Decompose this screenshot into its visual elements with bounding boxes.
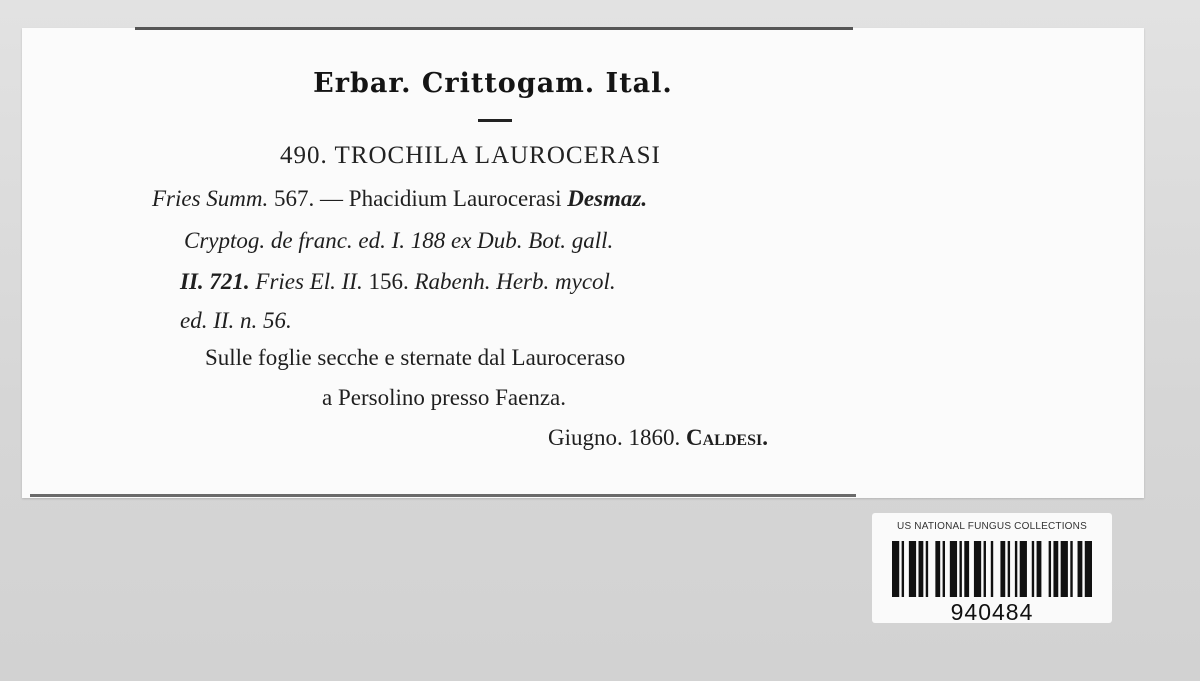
barcode-bar bbox=[1078, 541, 1083, 597]
barcode-collection-name: US NATIONAL FUNGUS COLLECTIONS bbox=[897, 521, 1087, 532]
barcode-bar bbox=[1037, 541, 1042, 597]
barcode-bar bbox=[1020, 541, 1027, 597]
barcode-bar bbox=[1061, 541, 1068, 597]
label-bottom-rule bbox=[30, 494, 856, 497]
barcode-bar bbox=[919, 541, 924, 597]
barcode-bar bbox=[984, 541, 986, 597]
citation-fries: Fries El. II. bbox=[255, 269, 363, 294]
citation-synonym: — Phacidium Laurocerasi bbox=[320, 186, 562, 211]
citation-page: 567. bbox=[274, 186, 315, 211]
barcode-bar bbox=[902, 541, 904, 597]
barcode-bar bbox=[935, 541, 940, 597]
barcode-bar bbox=[926, 541, 928, 597]
habitat-line-1: Sulle foglie secche e sternate dal Lauroceraso bbox=[205, 345, 626, 370]
barcode-bar bbox=[974, 541, 981, 597]
citation-synonym-author: Desmaz. bbox=[567, 186, 648, 211]
barcode-bar bbox=[964, 541, 969, 597]
barcode-bar bbox=[1008, 541, 1010, 597]
label-heading: Erbar. Crittogam. Ital. bbox=[313, 68, 673, 99]
barcode-bar bbox=[991, 541, 993, 597]
citation-rabenhorst: Rabenh. Herb. mycol. bbox=[414, 269, 616, 294]
barcode-bar bbox=[943, 541, 945, 597]
barcode-bar bbox=[1032, 541, 1034, 597]
barcode-bar bbox=[909, 541, 916, 597]
citation-fries-page: 156. bbox=[368, 269, 409, 294]
citation-line-4: ed. II. n. 56. bbox=[180, 308, 292, 333]
barcode-bar bbox=[1000, 541, 1005, 597]
barcode-bar bbox=[1070, 541, 1072, 597]
barcode-number: 940484 bbox=[950, 599, 1034, 625]
collector-name: Caldesi. bbox=[686, 425, 768, 450]
barcode-image bbox=[892, 541, 1092, 597]
citation-volume: II. 721. bbox=[180, 269, 250, 294]
collection-date: Giugno. 1860. bbox=[548, 425, 681, 450]
barcode-bar bbox=[1085, 541, 1092, 597]
barcode-bar bbox=[1049, 541, 1051, 597]
barcode-bar bbox=[892, 541, 899, 597]
label-top-rule bbox=[135, 27, 853, 30]
citation-author: Fries Summ. bbox=[152, 186, 269, 211]
citation-line-2: Cryptog. de franc. ed. I. 188 ex Dub. Bot. gall. bbox=[184, 228, 614, 253]
barcode-label bbox=[872, 513, 1112, 623]
citation-line-1 bbox=[152, 186, 647, 212]
barcode-bar bbox=[959, 541, 961, 597]
barcode-bar bbox=[1015, 541, 1017, 597]
barcode-bar bbox=[950, 541, 957, 597]
collection-date-line bbox=[548, 425, 768, 451]
barcode-bar bbox=[1053, 541, 1058, 597]
species-name: 490. TROCHILA LAUROCERASI bbox=[280, 142, 661, 169]
habitat-line-2: a Persolino presso Faenza. bbox=[322, 385, 566, 410]
citation-line-3 bbox=[180, 269, 616, 295]
heading-divider bbox=[478, 119, 512, 122]
